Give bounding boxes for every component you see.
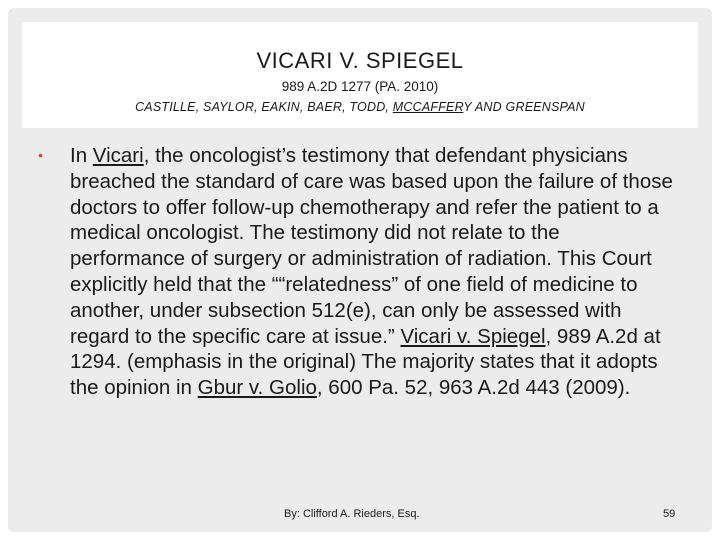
body-block — [38, 143, 678, 401]
paragraph-text-4: , 600 Pa. 52, 963 A.2d 443 (2009). — [316, 376, 631, 400]
bullet-icon: • — [38, 147, 43, 163]
footer-author: By: Clifford A. Rieders, Esq. — [284, 508, 420, 520]
paragraph-text-1: In — [70, 144, 93, 167]
page-number: 59 — [663, 508, 676, 520]
justices-list — [22, 100, 698, 114]
case-reference-gbur-v-golio: Gbur v. Golio — [197, 376, 317, 400]
paragraph-text-2: , the oncologist’s testimony that defendant physicians breached the standard of care was based upon the failure of those doctors to offer follow-up chemotherapy and refer the patient to a medical oncologist. The testimony did not relate to the performance of surgery or administration of radiation. This Court explicitly held that the ““relatedness” of one field of medicine to another, under subsection 512(e), can only be assessed with regard to the specific care at issue.” — [70, 144, 673, 348]
slide-title: VICARI V. SPIEGEL — [256, 48, 464, 73]
slide — [8, 8, 712, 532]
case-reference-vicari-v-spiegel: Vicari v. Spiegel — [400, 324, 546, 348]
justices-text-start: CASTILLE, SAYLOR, EAKIN, BAER, TODD, — [135, 100, 393, 114]
title-box — [22, 22, 698, 128]
body-paragraph — [38, 143, 678, 401]
justices-text-underlined: MCCAFFER — [392, 100, 464, 114]
case-citation: 989 A.2D 1277 (PA. 2010) — [281, 79, 439, 94]
paragraph-text-3: , 989 A.2d at 1294. (emphasis in the original) The majority states that it adopts the opinion in — [70, 324, 661, 400]
case-reference-vicari: Vicari — [92, 144, 144, 167]
justices-text-end: Y AND GREENSPAN — [463, 100, 585, 114]
